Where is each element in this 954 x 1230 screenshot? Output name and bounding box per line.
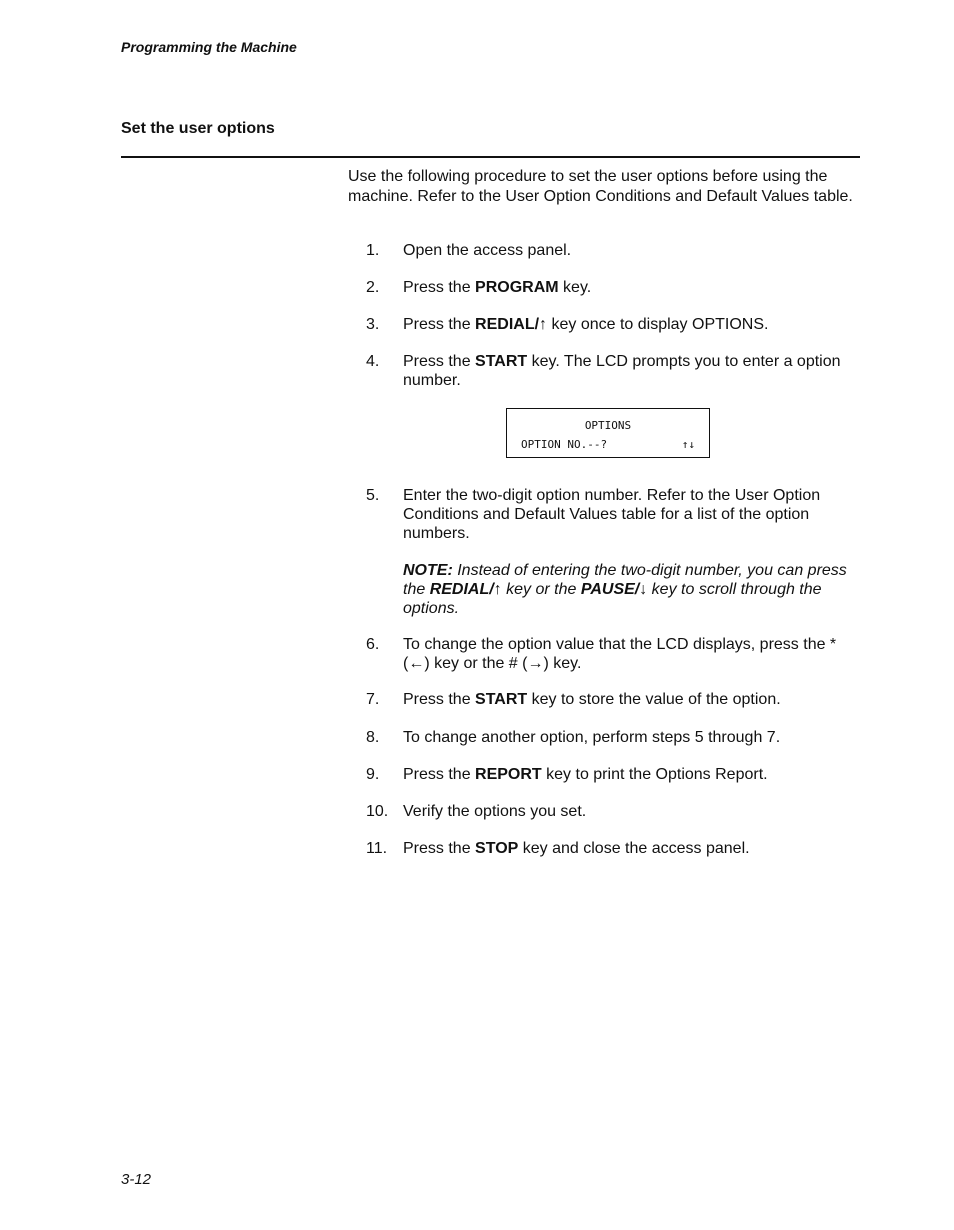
step-text: Press the START key to store the value of the option. [403,691,781,708]
step-number: 3. [366,316,380,333]
section-title: Set the user options [121,120,275,137]
note-label: NOTE: [403,562,453,579]
step-text: Verify the options you set. [403,803,587,820]
step-text: Press the REPORT key to print the Options Report. [403,766,768,783]
step-number: 4. [366,353,380,370]
up-down-arrows-icon: ↑↓ [681,438,695,451]
step-text: Press the PROGRAM key. [403,279,592,296]
lcd-line-1: OPTIONS [584,419,632,432]
step-number: 7. [366,691,380,708]
key-name: STOP [475,840,519,857]
note: NOTE: Instead of entering the two-digit number, you can press the REDIAL/↑ key or the PAUSE/↓ key to scroll through the options. [403,562,847,617]
step-text: Press the REDIAL/↑ key once to display OPTIONS. [403,316,769,333]
step-number: 8. [366,729,380,746]
step-number: 6. [366,636,380,653]
lcd-line-2: OPTION NO.--? [521,438,608,451]
step-text: Press the STOP key and close the access panel. [403,840,750,857]
step-text: To change another option, perform steps 5 through 7. [403,729,781,746]
key-name: PROGRAM [475,279,559,296]
key-name: REDIAL/↑ [429,581,502,598]
step-number: 1. [366,242,380,259]
page-number: 3-12 [121,1171,152,1188]
key-name: REDIAL/↑ [475,316,548,333]
key-name: START [475,691,528,708]
step-text: Press the START key. The LCD prompts you to enter a option number. [403,353,841,389]
step-text: To change the option value that the LCD displays, press the * (←) key or the # (→) key. [403,636,837,672]
running-header: Programming the Machine [121,39,297,55]
key-name: REPORT [475,766,542,783]
step-text: Enter the two-digit option number. Refer to the User Option Conditions and Default Values table for a list of the option numbers. [403,487,821,542]
step-number: 2. [366,279,380,296]
intro-paragraph: Use the following procedure to set the user options before using the machine. Refer to the User Option Conditions and Default Values table. [348,168,853,205]
step-number: 11. [366,840,388,857]
lcd-display [506,408,710,458]
key-name: PAUSE/↓ [580,581,648,598]
step-number: 5. [366,487,380,504]
step-number: 10. [366,803,389,820]
key-name: START [475,353,528,370]
section-divider [121,156,860,158]
step-text: Open the access panel. [403,242,572,259]
step-number: 9. [366,766,380,783]
